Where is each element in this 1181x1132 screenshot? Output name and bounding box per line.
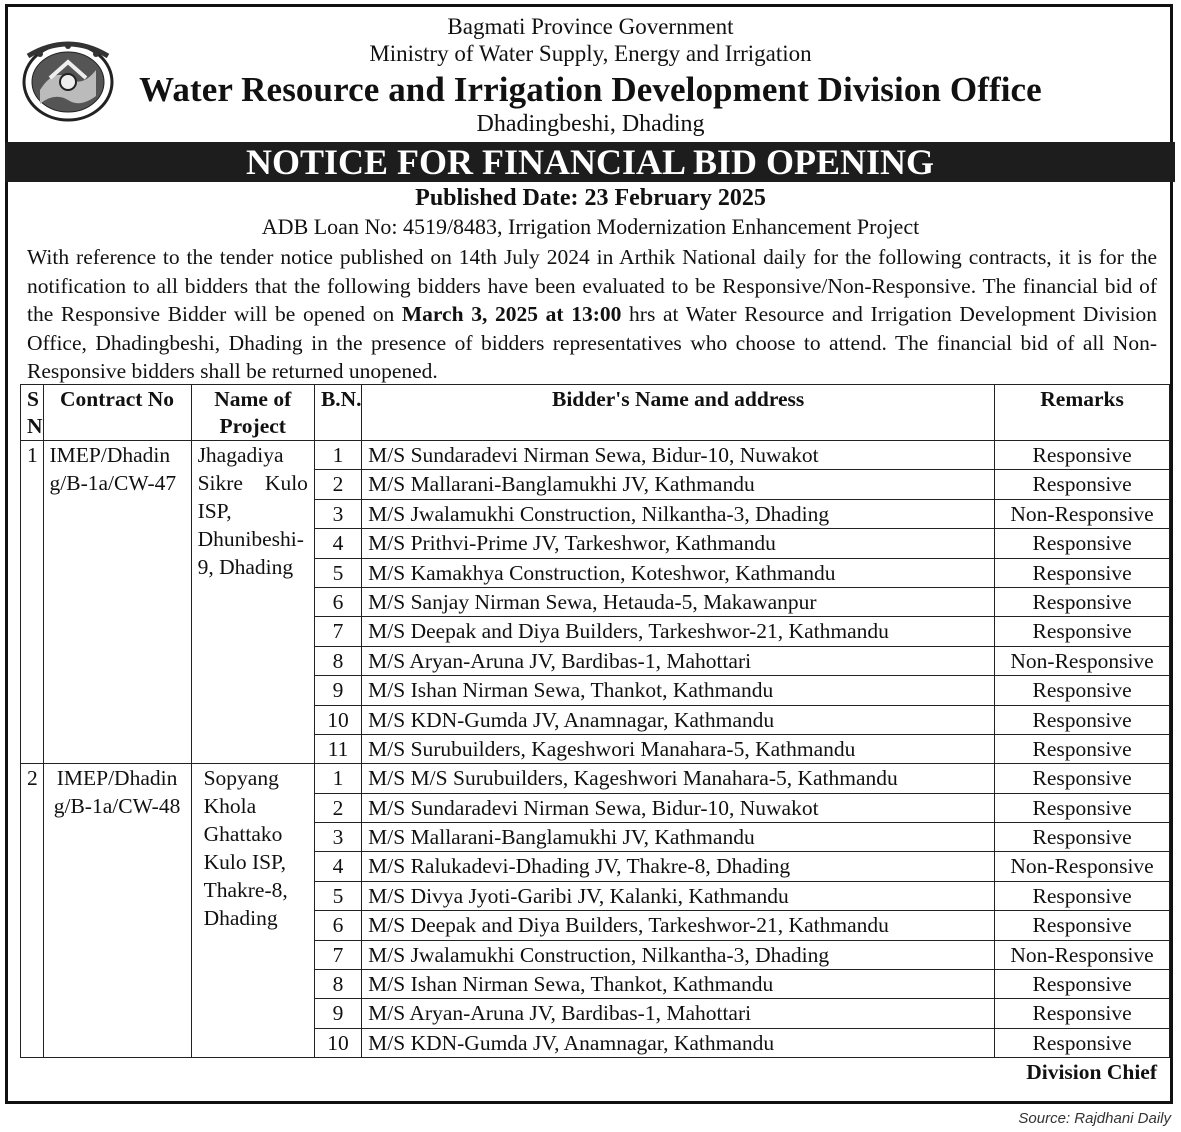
bidder-number: 1 [314, 441, 361, 470]
bidder-name: M/S Kamakhya Construction, Koteshwor, Kathmandu [362, 558, 995, 587]
bidder-number: 10 [314, 705, 361, 734]
bidder-number: 2 [314, 470, 361, 499]
bidder-name: M/S Aryan-Aruna JV, Bardibas-1, Mahottari [362, 999, 995, 1028]
bidder-name: M/S Jwalamukhi Construction, Nilkantha-3, Dhading [362, 499, 995, 528]
bidder-remark: Responsive [995, 529, 1170, 558]
bidders-table [20, 384, 1170, 1058]
header-project: Name of Project [191, 385, 314, 441]
body-part-1: With reference to the tender notice published on 14th July 2024 in Arthik National daily for the following contracts, it is for the notification to all bidders that the following bidders have been evaluated to be Responsive/Non-Responsive. The financial bid of the Responsive Bidder will be opened on [27, 245, 1157, 327]
contract-number: IMEP/Dhading/B-1a/CW-48 [43, 764, 191, 1058]
bidder-name: M/S Sundaradevi Nirman Sewa, Bidur-10, Nuwakot [362, 793, 995, 822]
bidder-remark: Responsive [995, 705, 1170, 734]
bidder-remark: Responsive [995, 793, 1170, 822]
bidder-number: 10 [314, 1028, 361, 1057]
bidder-remark: Responsive [995, 676, 1170, 705]
published-date: Published Date: 23 February 2025 [415, 185, 766, 211]
contract-sn: 2 [21, 764, 44, 1058]
bidder-name: M/S Divya Jyoti-Garibi JV, Kalanki, Kathmandu [362, 881, 995, 910]
table-row [21, 441, 1170, 470]
project-name: Sopyang Khola Ghattako Kulo ISP, Thakre-8, Dhading [191, 764, 314, 1058]
bidder-remark: Responsive [995, 587, 1170, 616]
bidder-number: 6 [314, 587, 361, 616]
header-bn: B.N. [314, 385, 361, 441]
header-bidder: Bidder's Name and address [362, 385, 995, 441]
bidder-remark: Responsive [995, 881, 1170, 910]
signatory: Division Chief [1026, 1060, 1157, 1084]
bidder-number: 8 [314, 646, 361, 675]
bidder-remark: Responsive [995, 558, 1170, 587]
project-name: Jhagadiya Sikre Kulo ISP, Dhunibeshi-9, Dhading [191, 441, 314, 764]
bidder-number: 4 [314, 529, 361, 558]
header-contract-no: Contract No [43, 385, 191, 441]
bidder-name: M/S Deepak and Diya Builders, Tarkeshwor-21, Kathmandu [362, 617, 995, 646]
office-location: Dhadingbeshi, Dhading [476, 111, 705, 137]
bidder-name: M/S Jwalamukhi Construction, Nilkantha-3, Dhading [362, 940, 995, 969]
bidder-remark: Non-Responsive [995, 646, 1170, 675]
bidder-number: 6 [314, 911, 361, 940]
bidder-remark: Non-Responsive [995, 852, 1170, 881]
header-remarks: Remarks [995, 385, 1170, 441]
bidder-name: M/S Prithvi-Prime JV, Tarkeshwor, Kathmandu [362, 529, 995, 558]
bidder-name: M/S Ishan Nirman Sewa, Thankot, Kathmandu [362, 676, 995, 705]
government-name: Bagmati Province Government [447, 14, 734, 39]
bidder-remark: Responsive [995, 734, 1170, 763]
bidder-remark: Non-Responsive [995, 499, 1170, 528]
bidder-name: M/S Ralukadevi-Dhading JV, Thakre-8, Dhading [362, 852, 995, 881]
bidder-name: M/S Mallarani-Banglamukhi JV, Kathmandu [362, 823, 995, 852]
ministry-name: Ministry of Water Supply, Energy and Irrigation [369, 41, 812, 66]
source-credit: Source: Rajdhani Daily [1018, 1110, 1171, 1127]
notice-title: NOTICE FOR FINANCIAL BID OPENING [5, 142, 1175, 182]
bidder-number: 2 [314, 793, 361, 822]
bidder-name: M/S M/S Surubuilders, Kageshwori Manahara-5, Kathmandu [362, 764, 995, 793]
bidder-remark: Responsive [995, 441, 1170, 470]
bidder-number: 8 [314, 970, 361, 999]
bidder-name: M/S KDN-Gumda JV, Anamnagar, Kathmandu [362, 1028, 995, 1057]
bidder-remark: Responsive [995, 1028, 1170, 1057]
bidder-number: 1 [314, 764, 361, 793]
bidder-name: M/S Sanjay Nirman Sewa, Hetauda-5, Makawanpur [362, 587, 995, 616]
bidder-number: 5 [314, 881, 361, 910]
bidder-number: 9 [314, 999, 361, 1028]
bidder-number: 5 [314, 558, 361, 587]
contract-sn: 1 [21, 441, 44, 764]
bidder-number: 3 [314, 499, 361, 528]
table-row [21, 764, 1170, 793]
bidder-number: 4 [314, 852, 361, 881]
bidder-remark: Non-Responsive [995, 940, 1170, 969]
bidder-remark: Responsive [995, 470, 1170, 499]
bidder-name: M/S Mallarani-Banglamukhi JV, Kathmandu [362, 470, 995, 499]
bidder-remark: Responsive [995, 764, 1170, 793]
bidder-name: M/S Sundaradevi Nirman Sewa, Bidur-10, Nuwakot [362, 441, 995, 470]
contract-number: IMEP/Dhading/B-1a/CW-47 [43, 441, 191, 764]
body-part-2: hrs at Water Resource and Irrigation Development Division Office, Dhadingbeshi, Dhading in the presence of bidders representatives who choose to attend. The financial bid of all Non-Responsive bidders shall be returned unopened. [27, 302, 1157, 384]
bidder-name: M/S KDN-Gumda JV, Anamnagar, Kathmandu [362, 705, 995, 734]
bidder-number: 7 [314, 940, 361, 969]
bidder-remark: Responsive [995, 970, 1170, 999]
table-header-row [21, 385, 1170, 441]
office-name: Water Resource and Irrigation Development Division Office [139, 70, 1042, 109]
bidder-number: 3 [314, 823, 361, 852]
bidder-name: M/S Ishan Nirman Sewa, Thankot, Kathmandu [362, 970, 995, 999]
bidder-remark: Responsive [995, 617, 1170, 646]
bidder-number: 11 [314, 734, 361, 763]
bidder-remark: Responsive [995, 823, 1170, 852]
bidder-name: M/S Deepak and Diya Builders, Tarkeshwor-21, Kathmandu [362, 911, 995, 940]
opening-date: March 3, 2025 at 13:00 [401, 302, 622, 327]
bidder-number: 7 [314, 617, 361, 646]
bidder-name: M/S Aryan-Aruna JV, Bardibas-1, Mahottari [362, 646, 995, 675]
loan-line: ADB Loan No: 4519/8483, Irrigation Modernization Enhancement Project [261, 214, 920, 239]
notice-body [27, 243, 1157, 386]
header-sn: S N [21, 385, 44, 441]
bidder-remark: Responsive [995, 999, 1170, 1028]
bidder-name: M/S Surubuilders, Kageshwori Manahara-5, Kathmandu [362, 734, 995, 763]
bidder-number: 9 [314, 676, 361, 705]
bidder-remark: Responsive [995, 911, 1170, 940]
